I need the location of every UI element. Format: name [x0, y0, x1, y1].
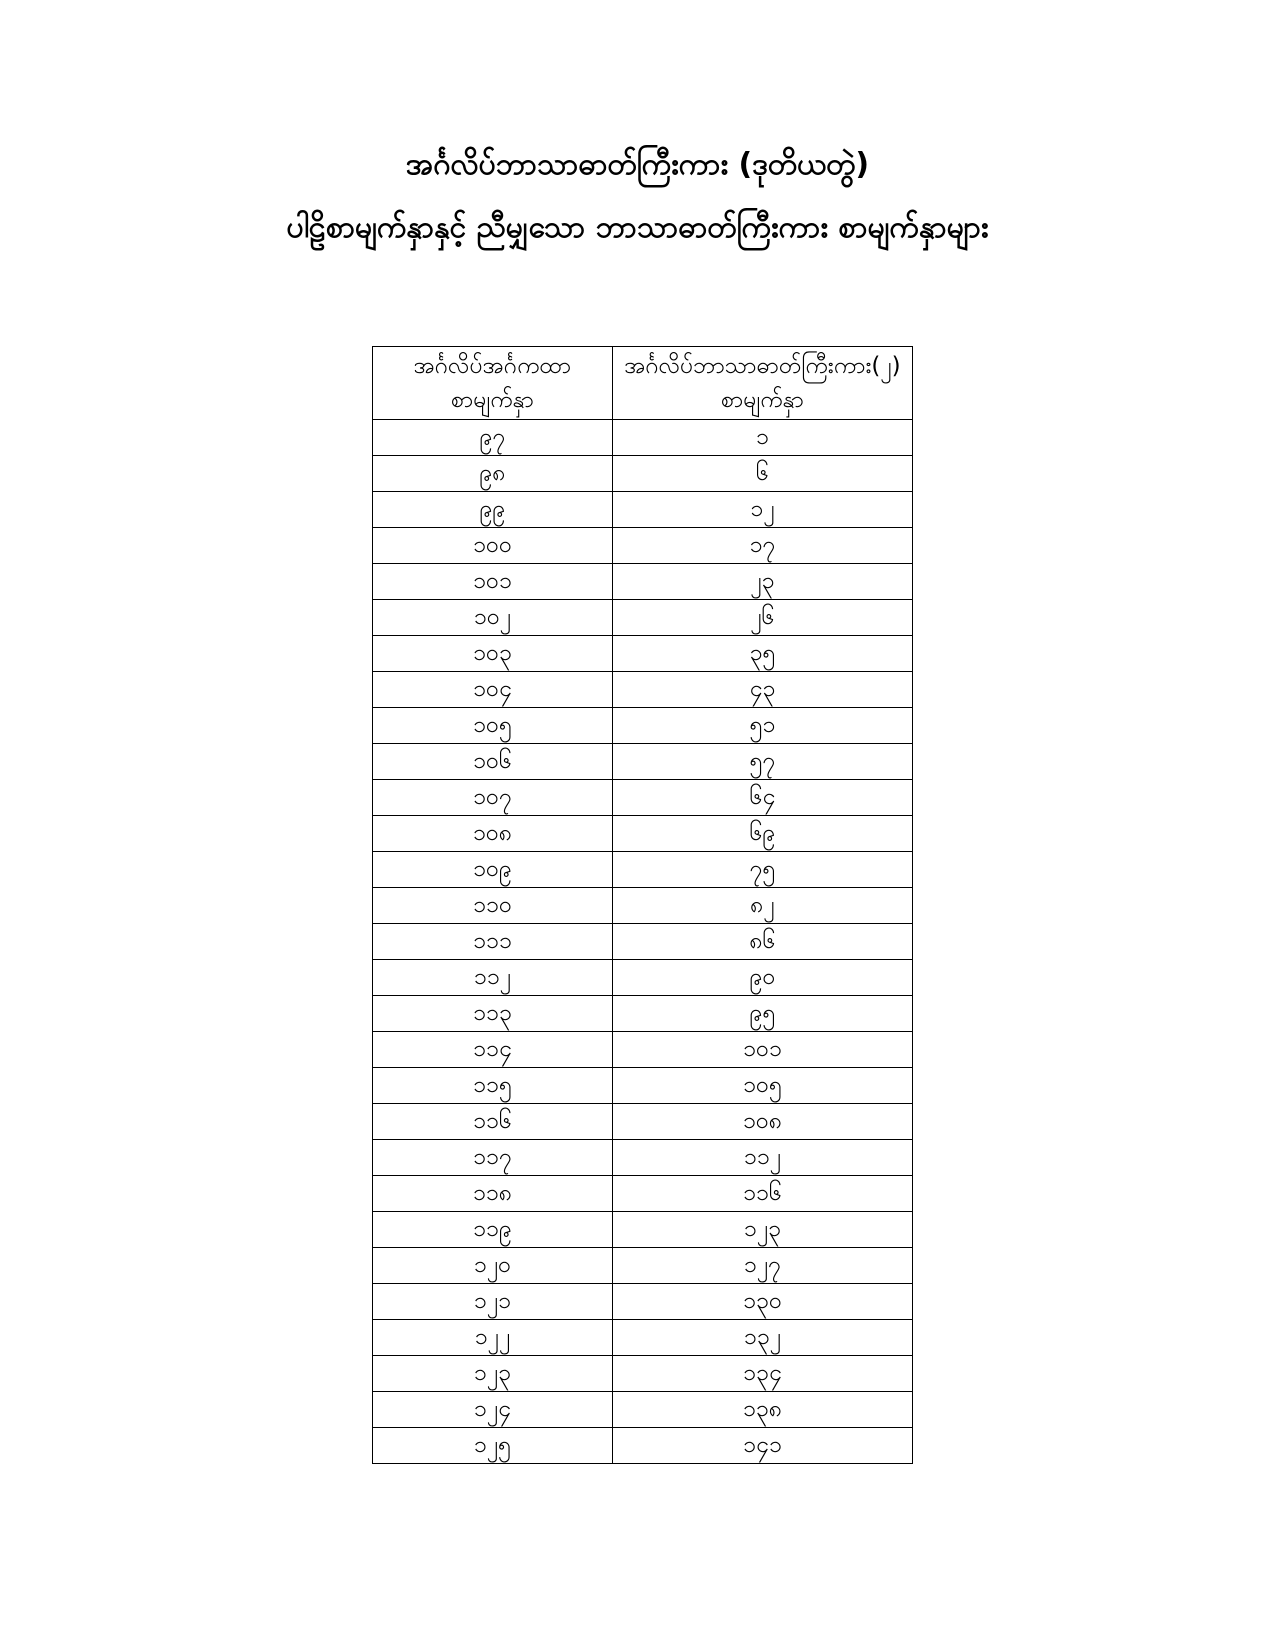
pali-page-cell: ၁၂၅: [373, 1428, 613, 1464]
dictionary-page-cell: ၇၅: [613, 852, 913, 888]
table-row: [373, 420, 913, 456]
dictionary-page-cell: ၈၂: [613, 888, 913, 924]
table-row: [373, 600, 913, 636]
page-mapping-table: [372, 346, 913, 1464]
dictionary-page-cell: ၃၅: [613, 636, 913, 672]
dictionary-page-cell: ၁: [613, 420, 913, 456]
table-row: [373, 1284, 913, 1320]
dictionary-page-cell: ၁၃၈: [613, 1392, 913, 1428]
pali-page-cell: ၁၀၀: [373, 528, 613, 564]
table-row: [373, 996, 913, 1032]
table-row: [373, 1392, 913, 1428]
table-row: [373, 1428, 913, 1464]
pali-page-cell: ၁၁၀: [373, 888, 613, 924]
table-row: [373, 960, 913, 996]
column-header-pali-page: [373, 347, 613, 420]
pali-page-cell: ၁၁၄: [373, 1032, 613, 1068]
table-row: [373, 744, 913, 780]
dictionary-page-cell: ၁၃၀: [613, 1284, 913, 1320]
table-row: [373, 708, 913, 744]
table-row: [373, 1032, 913, 1068]
table-body: [373, 420, 913, 1464]
dictionary-page-cell: ၁၂၃: [613, 1212, 913, 1248]
pali-page-cell: ၁၀၄: [373, 672, 613, 708]
dictionary-page-cell: ၁၃၂: [613, 1320, 913, 1356]
column-header-dictionary-line1: အင်္ဂလိပ်ဘာသာဓာတ်ကြီးကား(၂): [624, 353, 901, 379]
pali-page-cell: ၁၀၅: [373, 708, 613, 744]
pali-page-cell: ၁၀၃: [373, 636, 613, 672]
dictionary-page-cell: ၄၃: [613, 672, 913, 708]
dictionary-page-cell: ၁၀၅: [613, 1068, 913, 1104]
dictionary-page-cell: ၁၃၄: [613, 1356, 913, 1392]
table-row: [373, 1068, 913, 1104]
column-header-pali-line1: အင်္ဂလိပ်အင်္ဂကထာ: [413, 353, 572, 379]
dictionary-page-cell: ၁၇: [613, 528, 913, 564]
table-row: [373, 1104, 913, 1140]
pali-page-cell: ၁၀၂: [373, 600, 613, 636]
table-row: [373, 780, 913, 816]
table-row: [373, 456, 913, 492]
pali-page-cell: ၉၇: [373, 420, 613, 456]
table-row: [373, 816, 913, 852]
pali-page-cell: ၁၀၇: [373, 780, 613, 816]
pali-page-cell: ၉၉: [373, 492, 613, 528]
pali-page-cell: ၉၈: [373, 456, 613, 492]
column-header-dictionary-line2: စာမျက်နှာ: [720, 387, 804, 413]
dictionary-page-cell: ၅၇: [613, 744, 913, 780]
document-title: အင်္ဂလိပ်ဘာသာဓာတ်ကြီးကား (ဒုတိယတွဲ): [405, 147, 870, 182]
dictionary-page-cell: ၁၀၈: [613, 1104, 913, 1140]
table-row: [373, 888, 913, 924]
pali-page-cell: ၁၁၂: [373, 960, 613, 996]
table-row: [373, 564, 913, 600]
dictionary-page-cell: ၂၃: [613, 564, 913, 600]
pali-page-cell: ၁၁၃: [373, 996, 613, 1032]
pali-page-cell: ၁၂၄: [373, 1392, 613, 1428]
pali-page-cell: ၁၁၅: [373, 1068, 613, 1104]
pali-page-cell: ၁၁၁: [373, 924, 613, 960]
pali-page-cell: ၁၂၃: [373, 1356, 613, 1392]
table-row: [373, 672, 913, 708]
document-subtitle: ပါဠိစာမျက်နှာနှင့် ညီမျှသော ဘာသာဓာတ်ကြီးကား စာမျက်နှာများ: [286, 210, 989, 245]
pali-page-cell: ၁၀၉: [373, 852, 613, 888]
dictionary-page-cell: ၉၅: [613, 996, 913, 1032]
pali-page-cell: ၁၀၈: [373, 816, 613, 852]
dictionary-page-cell: ၁၂၇: [613, 1248, 913, 1284]
pali-page-cell: ၁၁၆: [373, 1104, 613, 1140]
table-row: [373, 852, 913, 888]
dictionary-page-cell: ၂၆: [613, 600, 913, 636]
table-header-row: [373, 347, 913, 420]
pali-page-cell: ၁၁၇: [373, 1140, 613, 1176]
pali-page-cell: ၁၂၂: [373, 1320, 613, 1356]
dictionary-page-cell: ၁၄၁: [613, 1428, 913, 1464]
pali-page-cell: ၁၀၁: [373, 564, 613, 600]
table-row: [373, 1320, 913, 1356]
table-row: [373, 492, 913, 528]
column-header-pali-line2: စာမျက်နှာ: [450, 387, 534, 413]
dictionary-page-cell: ၆၉: [613, 816, 913, 852]
pali-page-cell: ၁၁၈: [373, 1176, 613, 1212]
dictionary-page-cell: ၉၀: [613, 960, 913, 996]
pali-page-cell: ၁၁၉: [373, 1212, 613, 1248]
dictionary-page-cell: ၆: [613, 456, 913, 492]
column-header-dictionary-page: [613, 347, 913, 420]
table-row: [373, 1176, 913, 1212]
table-row: [373, 1212, 913, 1248]
pali-page-cell: ၁၂၀: [373, 1248, 613, 1284]
table-header: [373, 347, 913, 420]
table-row: [373, 528, 913, 564]
table-row: [373, 1140, 913, 1176]
table-row: [373, 636, 913, 672]
dictionary-page-cell: ၈၆: [613, 924, 913, 960]
table-row: [373, 1248, 913, 1284]
table-row: [373, 1356, 913, 1392]
table-row: [373, 924, 913, 960]
dictionary-page-cell: ၅၁: [613, 708, 913, 744]
dictionary-page-cell: ၁၂: [613, 492, 913, 528]
dictionary-page-cell: ၁၁၆: [613, 1176, 913, 1212]
pali-page-cell: ၁၂၁: [373, 1284, 613, 1320]
dictionary-page-cell: ၁၁၂: [613, 1140, 913, 1176]
dictionary-page-cell: ၁၀၁: [613, 1032, 913, 1068]
pali-page-cell: ၁၀၆: [373, 744, 613, 780]
dictionary-page-cell: ၆၄: [613, 780, 913, 816]
